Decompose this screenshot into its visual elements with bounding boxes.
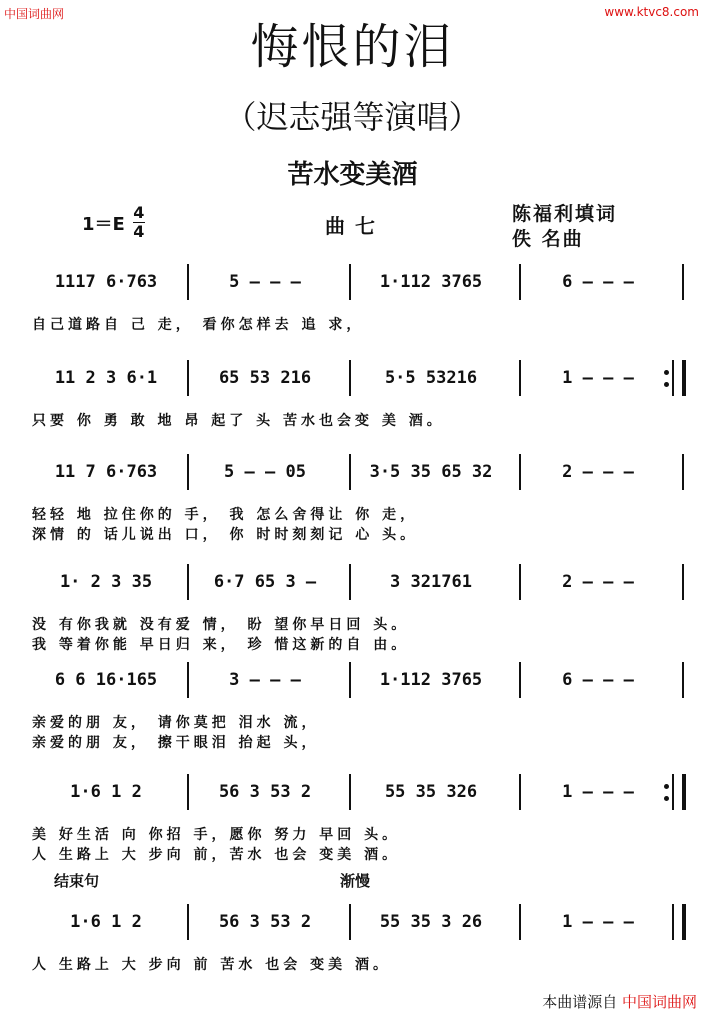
lyric-line: 自己道路自 己 走， 看你怎样去 追 求， [32,317,365,333]
coda-label: 结束句 [54,872,100,890]
measure: 3 — — — [229,670,301,690]
measure: 1·112 3765 [379,272,483,292]
measure: 1 — — — [562,368,634,388]
tempo-marking: 渐慢 [340,872,371,890]
key-signature [82,204,145,241]
measure: 6 6 16·165 [54,670,158,690]
measure: 3·5 35 65 32 [369,462,493,482]
measure: 1117 6·763 [54,272,158,292]
time-numerator: 4 [133,203,145,222]
barline [682,264,684,300]
measure: 1 — — — [562,912,634,932]
footer-prefix: 本曲谱源自 [542,993,618,1011]
lyric-line: 轻轻 地 拉住你的 手， 我 怎么舍得让 你 走， [32,507,419,523]
measure: 55 35 3 26 [379,912,483,932]
song-subtitle: （迟志强等演唱） [224,98,481,136]
measure: 1·6 1 2 [70,782,142,802]
measure: 56 3 53 2 [218,782,312,802]
lyric-line: 我 等着你能 早日归 来， 珍 惜这新的自 由。 [32,637,410,653]
notation-line [32,358,688,398]
lyricist-credit: 陈福利填词 [512,203,618,225]
measure: 11 7 6·763 [54,462,158,482]
notation-line [32,902,688,942]
measure: 1·112 3765 [379,670,483,690]
measure: 2 — — — [562,462,634,482]
lyric-line: 亲爱的朋 友， 请你莫把 泪水 流， [32,715,320,731]
measure: 1· 2 3 35 [59,572,153,592]
measure: 5 — — 05 [224,462,306,482]
footer-source [542,991,697,1012]
composer-credit: 佚 名曲 [512,228,584,250]
lyric-line: 没 有你我就 没有爱 情， 盼 望你早日回 头。 [32,617,410,633]
lyric-line: 人 生路上 大 步向 前，苦水 也会 变美 酒。 [32,847,401,863]
notation-line [32,262,688,302]
lyric-line: 人 生路上 大 步向 前 苦水 也会 变美 酒。 [32,957,391,973]
footer-site: 中国词曲网 [621,993,697,1011]
measure: 6·7 65 3 — [213,572,317,592]
notation-line [32,562,688,602]
notation-line [32,452,688,492]
mode-label: 曲七 [325,214,385,238]
measure: 2 — — — [562,572,634,592]
watermark-right: www.ktvc8.com [604,5,699,19]
measure: 65 53 216 [218,368,312,388]
measure: 5·5 53216 [384,368,478,388]
measure: 56 3 53 2 [218,912,312,932]
measure: 55 35 326 [384,782,478,802]
song-title: 悔恨的泪 [250,19,455,75]
lyric-line: 美 好生活 向 你招 手，愿你 努力 早回 头。 [32,827,401,843]
notation-line [32,772,688,812]
lyric-line: 只要 你 勇 敢 地 昂 起了 头 苦水也会变 美 酒。 [32,413,445,429]
time-signature [133,204,145,241]
key-prefix: 1＝E [82,213,125,235]
barline [682,564,684,600]
song-subhead: 苦水变美酒 [287,160,418,190]
measure: 5 — — — [229,272,301,292]
barline [682,454,684,490]
measure: 6 — — — [562,272,634,292]
notation-line [32,660,688,700]
watermark-left: 中国词曲网 [4,7,65,21]
measure: 11 2 3 6·1 [54,368,158,388]
measure: 1·6 1 2 [70,912,142,932]
measure: 3 321761 [390,572,472,592]
time-denominator: 4 [133,222,145,241]
measure: 1 — — — [562,782,634,802]
barline [682,662,684,698]
measure: 6 — — — [562,670,634,690]
lyric-line: 亲爱的朋 友， 擦干眼泪 抬起 头， [32,735,320,751]
lyric-line: 深情 的 话儿说出 口， 你 时时刻刻记 心 头。 [32,527,419,543]
